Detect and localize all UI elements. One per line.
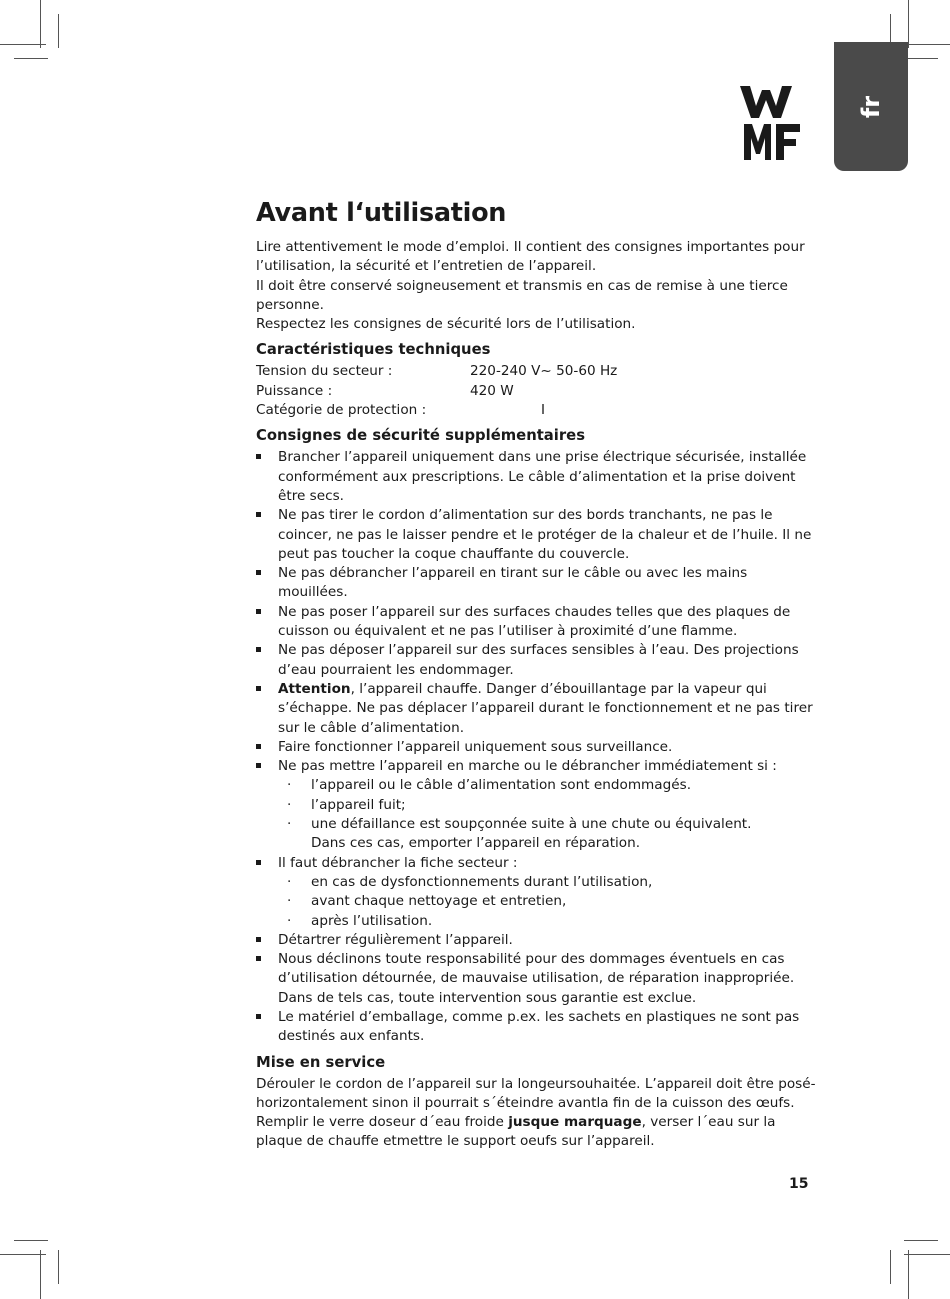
crop-mark bbox=[14, 1240, 48, 1241]
spec-value: 220-240 V~ 50-60 Hz bbox=[470, 363, 618, 380]
wmf-logo bbox=[738, 84, 804, 162]
language-tab-label: fr bbox=[857, 95, 885, 118]
list-item-text: Ne pas tirer le cordon d’alimentation sur des bords tranchants, ne pas le coincer, ne pas le laisser pendre et le protéger de la chaleur et de l’huile. Il ne peut pas toucher la coque chauffante du couvercle. bbox=[278, 507, 812, 562]
list-item-text: Détartrer régulièrement l’appareil. bbox=[278, 931, 513, 948]
spec-value: I bbox=[541, 402, 546, 419]
list-item bbox=[256, 564, 816, 603]
intro-paragraph: Lire attentivement le mode d’emploi. Il contient des consignes importantes pour l’utilisation, la sécurité et l’entretien de l’appareil. bbox=[256, 239, 805, 275]
list-item-text: , l’appareil chauffe. Danger d’ébouillantage par la vapeur qui s’échappe. Ne pas déplacer l’appareil durant le fonctionnement et ne pas tirer sur le câble d’alimentation. bbox=[278, 680, 813, 736]
attention-label: Attention bbox=[278, 680, 351, 697]
page-title: Avant l‘utilisation bbox=[256, 198, 507, 228]
spec-label: Puissance : bbox=[256, 382, 333, 399]
sub-list bbox=[278, 776, 816, 834]
sub-list-item: · avant chaque nettoyage et entretien, bbox=[278, 892, 816, 911]
crop-mark bbox=[908, 0, 909, 48]
crop-mark bbox=[40, 1250, 41, 1299]
list-item-text: Le matériel d’emballage, comme p.ex. les sachets en plastiques ne sont pas destinés aux enfants. bbox=[278, 1008, 800, 1045]
spec-row bbox=[256, 401, 816, 420]
spec-row bbox=[256, 382, 816, 401]
mise-paragraph bbox=[256, 1075, 816, 1152]
mise-bold: jusque marquage bbox=[508, 1114, 642, 1131]
list-item bbox=[256, 950, 816, 1008]
mise-text: , verser l´eau sur la plaque de chauffe etmettre le support oeufs sur l’appareil. bbox=[256, 1114, 776, 1150]
crop-mark bbox=[40, 0, 41, 48]
spec-label: Catégorie de protection : bbox=[256, 402, 427, 419]
safety-heading: Consignes de sécurité supplémentaires bbox=[256, 427, 586, 445]
list-item-text: Brancher l’appareil uniquement dans une prise électrique sécurisée, installée conformément aux prescriptions. Le câble d’alimentation et la prise doivent être secs. bbox=[278, 449, 807, 504]
list-item-text: Il faut débrancher la fiche secteur : bbox=[278, 854, 518, 871]
list-item-text: Nous déclinons toute responsabilité pour des dommages éventuels en cas d’utilisation détournée, de mauvaise utilisation, de réparation inappropriée. Dans de tels cas, toute intervention sous garantie est exclue. bbox=[278, 951, 795, 1006]
crop-mark bbox=[904, 44, 950, 45]
language-tab bbox=[834, 42, 908, 171]
sub-list-item: · l’appareil ou le câble d’alimentation sont endommagés. bbox=[278, 776, 816, 795]
list-item bbox=[256, 738, 816, 757]
list-item-text: Ne pas poser l’appareil sur des surfaces chaudes telles que des plaques de cuisson ou équivalent et ne pas l’utiliser à proximité d’une flamme. bbox=[278, 603, 791, 640]
list-item bbox=[256, 931, 816, 950]
spec-value: 420 W bbox=[470, 382, 514, 399]
page-number: 15 bbox=[789, 1176, 809, 1192]
list-item bbox=[256, 1008, 816, 1047]
intro-paragraph: Respectez les consignes de sécurité lors de l’utilisation. bbox=[256, 316, 636, 333]
list-item bbox=[256, 603, 816, 642]
sub-list-item: · une défaillance est soupçonnée suite à une chute ou équivalent. bbox=[278, 815, 816, 834]
spec-label: Tension du secteur : bbox=[256, 363, 393, 380]
list-item bbox=[256, 757, 816, 853]
specs-table bbox=[256, 362, 816, 420]
list-item bbox=[256, 448, 816, 506]
list-item-text: Ne pas débrancher l’appareil en tirant sur le câble ou avec les mains mouillées. bbox=[278, 565, 748, 601]
sub-list-item: · après l’utilisation. bbox=[278, 912, 816, 931]
intro-paragraph: Il doit être conservé soigneusement et transmis en cas de remise à une tierce personne. bbox=[256, 277, 788, 313]
crop-mark bbox=[14, 58, 48, 59]
safety-list bbox=[256, 448, 816, 1046]
sub-list bbox=[278, 873, 816, 931]
list-item-text: Faire fonctionner l’appareil uniquement sous surveillance. bbox=[278, 738, 673, 755]
mise-text: Dérouler le cordon de l’appareil sur la longeursouhaitée. L’appareil doit être posé-horizontalement sinon il pourrait s´éteindre avantla fin de la cuisson des œufs. Remplir le verre doseur d´eau froide bbox=[256, 1075, 816, 1131]
mise-heading: Mise en service bbox=[256, 1053, 386, 1071]
list-item bbox=[256, 641, 816, 680]
crop-mark bbox=[904, 1240, 938, 1241]
crop-mark bbox=[58, 1250, 59, 1284]
list-item-text: Ne pas déposer l’appareil sur des surfaces sensibles à l’eau. Des projections d’eau pourraient les endommager. bbox=[278, 642, 799, 678]
sub-list-item: · l’appareil fuit; bbox=[278, 796, 816, 815]
list-item bbox=[256, 506, 816, 564]
sub-list-note: Dans ces cas, emporter l’appareil en réparation. bbox=[311, 835, 641, 852]
sub-list-item: · en cas de dysfonctionnements durant l’utilisation, bbox=[278, 873, 816, 892]
specs-heading: Caractéristiques techniques bbox=[256, 341, 491, 359]
page-content bbox=[256, 194, 816, 1152]
crop-mark bbox=[890, 1250, 891, 1284]
crop-mark bbox=[904, 1254, 950, 1255]
spec-row bbox=[256, 362, 816, 381]
list-item bbox=[256, 680, 816, 738]
crop-mark bbox=[908, 1250, 909, 1299]
crop-mark bbox=[58, 14, 59, 48]
list-item-text: Ne pas mettre l’appareil en marche ou le débrancher immédiatement si : bbox=[278, 758, 777, 775]
crop-mark bbox=[904, 58, 938, 59]
list-item bbox=[256, 854, 816, 931]
